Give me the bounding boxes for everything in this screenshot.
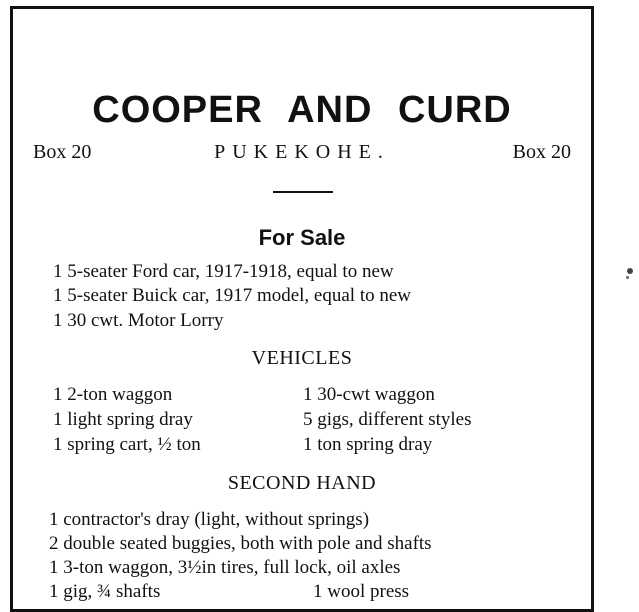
second-hand-item: 1 3-ton waggon, 3½in tires, full lock, oil axles — [49, 557, 401, 578]
box-number-left: Box 20 — [33, 141, 92, 163]
vehicle-item: 1 light spring dray — [53, 409, 193, 430]
vehicle-item: 1 ton spring dray — [303, 434, 433, 455]
divider-rule — [273, 191, 333, 193]
advertisement-frame — [10, 6, 594, 612]
second-hand-item: 1 gig, ¾ shafts — [49, 581, 161, 602]
second-hand-item: 2 double seated buggies, both with pole and shafts — [49, 533, 432, 554]
second-hand-item: 1 contractor's dray (light, without springs) — [49, 509, 370, 530]
box-number-right: Box 20 — [512, 141, 571, 163]
for-sale-item: 1 5-seater Ford car, 1917-1918, equal to new — [53, 261, 394, 282]
vehicles-heading: VEHICLES — [251, 347, 353, 369]
print-speck — [627, 268, 633, 274]
second-hand-item: 1 wool press — [313, 581, 410, 602]
print-speck — [626, 276, 629, 279]
company-name: COOPER AND CURD — [92, 89, 512, 131]
vehicle-item: 5 gigs, different styles — [303, 409, 472, 430]
for-sale-item: 1 5-seater Buick car, 1917 model, equal to new — [53, 285, 412, 306]
for-sale-item: 1 30 cwt. Motor Lorry — [53, 310, 224, 331]
town-name: PUKEKOHE. — [214, 141, 390, 163]
vehicle-item: 1 30-cwt waggon — [303, 384, 435, 405]
second-hand-heading: SECOND HAND — [227, 472, 377, 494]
vehicle-item: 1 2-ton waggon — [53, 384, 173, 405]
for-sale-heading: For Sale — [258, 225, 346, 250]
vehicle-item: 1 spring cart, ½ ton — [53, 434, 201, 455]
